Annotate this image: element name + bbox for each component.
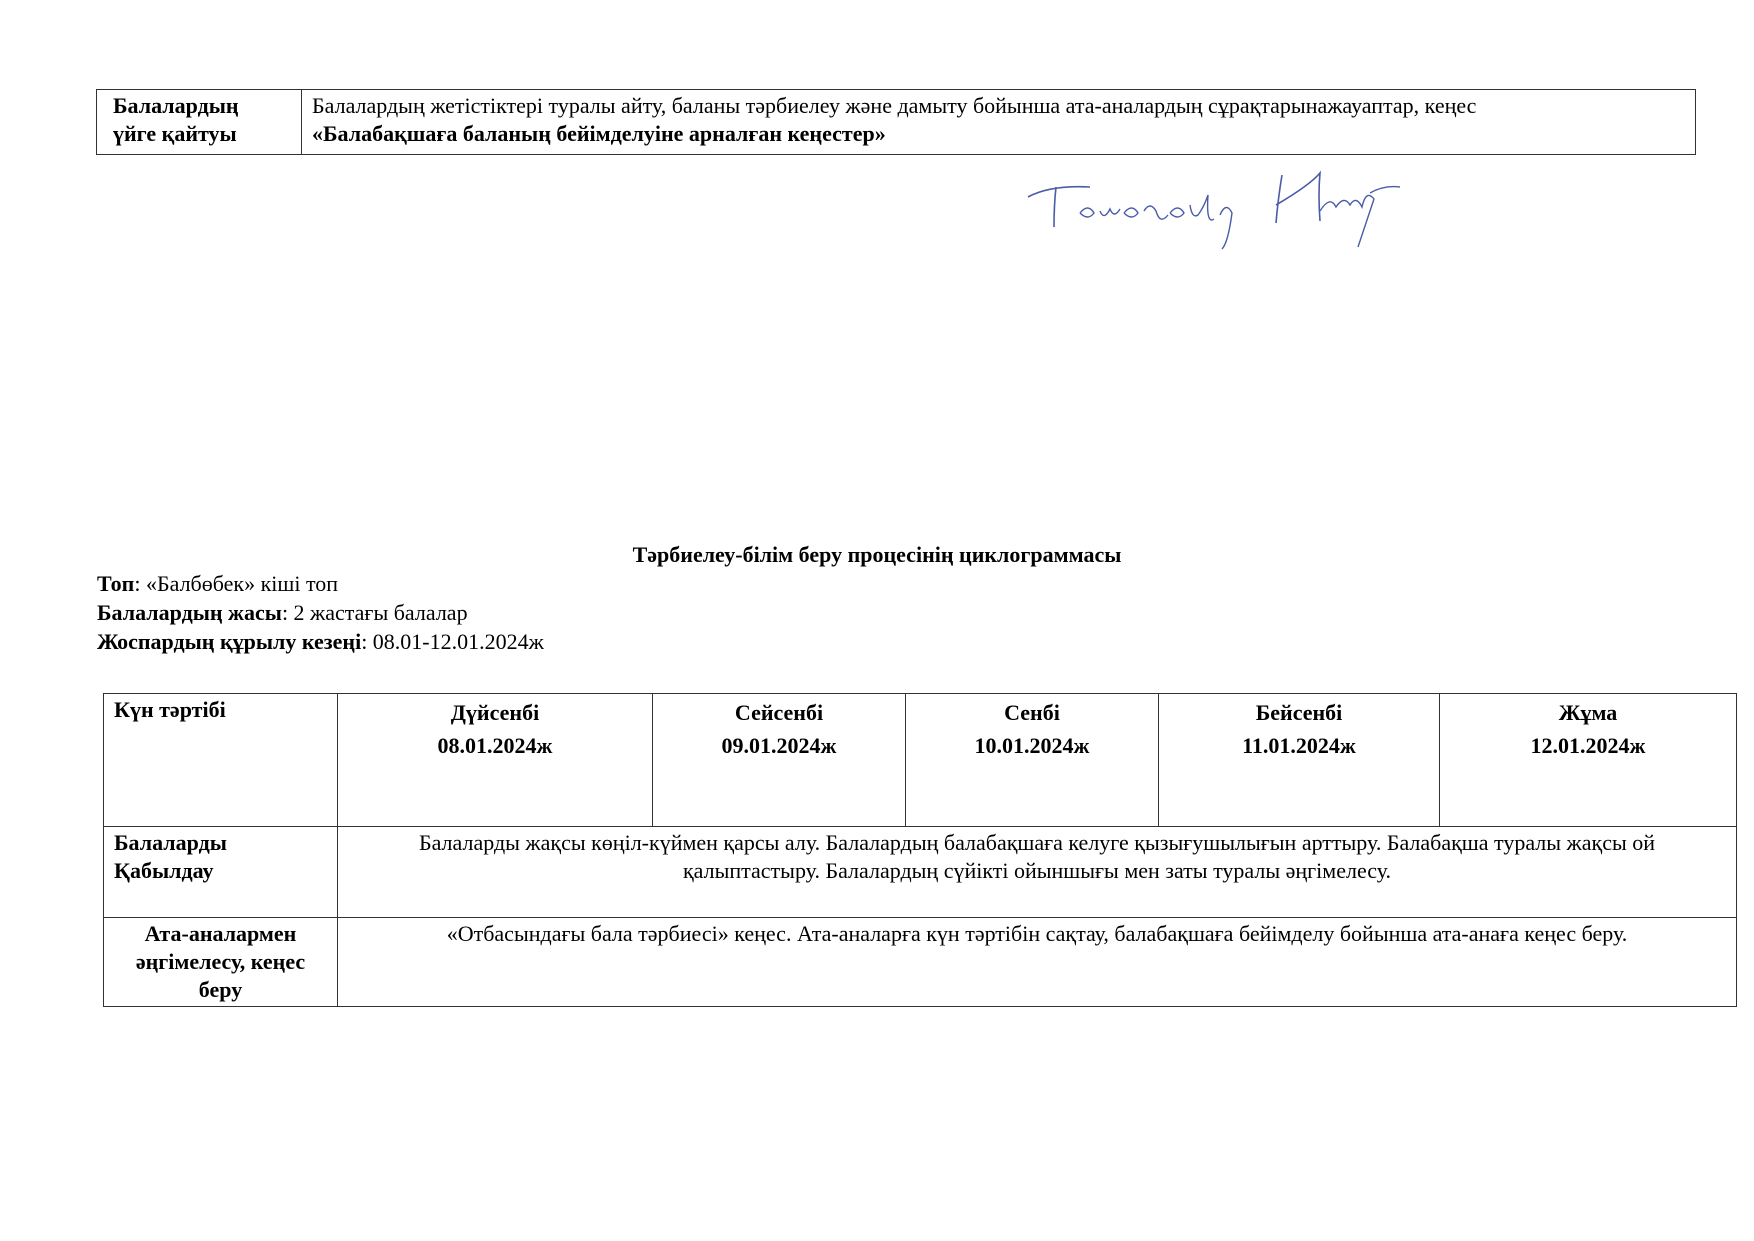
table-row — [104, 918, 1737, 1007]
day-header-tuesday — [653, 694, 906, 827]
day-header-friday — [1440, 694, 1737, 827]
day-name: Жұма — [1558, 700, 1618, 725]
pickup-table — [96, 89, 1696, 155]
pickup-content-cell — [302, 90, 1696, 155]
day-name: Сейсенбі — [734, 700, 824, 725]
parents-content-cell: «Отбасындағы бала тәрбиесі» кеңес. Ата-аналарға күн тәртібін сақтау, балабақшаға бейімделу бойынша ата-анаға кеңес беру. — [338, 918, 1737, 1007]
day-name: Дүйсенбі — [450, 700, 540, 725]
document-meta — [97, 569, 544, 656]
pickup-content-bold: «Балабақшаға баланың бейімделуіне арналған кеңестер» — [312, 121, 886, 146]
age-value: : 2 жастағы балалар — [281, 600, 468, 625]
day-name: Бейсенбі — [1255, 700, 1343, 725]
table-row — [97, 90, 1696, 155]
pickup-content-text: Балалардың жетістіктері туралы айту, баланы тәрбиелеу және дамыту бойынша ата-аналардың сұрақтарынажауаптар, кеңес — [312, 93, 1477, 118]
reception-label-line2: Қабылдау — [114, 858, 214, 883]
handwritten-signature — [1020, 165, 1440, 255]
table-row — [104, 827, 1737, 918]
age-line — [97, 598, 544, 627]
day-date: 09.01.2024ж — [721, 733, 837, 758]
day-header-wednesday — [906, 694, 1159, 827]
header-label-cell: Күн тәртібі — [104, 694, 338, 827]
pickup-label-line2: үйге қайтуы — [113, 121, 237, 146]
reception-label-cell — [104, 827, 338, 918]
period-value: : 08.01-12.01.2024ж — [361, 629, 544, 654]
age-label: Балалардың жасы — [97, 600, 282, 625]
period-line — [97, 627, 544, 656]
day-header-thursday — [1159, 694, 1440, 827]
day-date: 10.01.2024ж — [974, 733, 1090, 758]
table-header-row — [104, 694, 1737, 827]
document-title: Тәрбиелеу-білім беру процесінің циклограммасы — [632, 542, 1122, 567]
day-header-monday — [338, 694, 653, 827]
group-line — [97, 569, 544, 598]
pickup-label-cell — [97, 90, 302, 155]
parents-label-cell: Ата-аналармен әңгімелесу, кеңес беру — [104, 918, 338, 1007]
schedule-table — [103, 693, 1737, 1007]
group-label: Топ — [97, 571, 135, 596]
reception-content-cell: Балаларды жақсы көңіл-күймен қарсы алу. Балалардың балабақшаға келуге қызығушылығын арттыру. Балабақша туралы жақсы ой қалыптастыру. Балалардың сүйікті ойыншығы мен заты туралы әңгімелесу. — [338, 827, 1737, 918]
period-label: Жоспардың құрылу кезеңі — [97, 629, 362, 654]
group-value: : «Балбөбек» кіші топ — [134, 571, 339, 596]
pickup-label-line1: Балалардың — [113, 93, 239, 118]
day-date: 11.01.2024ж — [1242, 733, 1356, 758]
day-date: 08.01.2024ж — [437, 733, 553, 758]
reception-label-line1: Балаларды — [114, 830, 227, 855]
day-name: Сенбі — [1004, 700, 1060, 725]
day-date: 12.01.2024ж — [1530, 733, 1646, 758]
